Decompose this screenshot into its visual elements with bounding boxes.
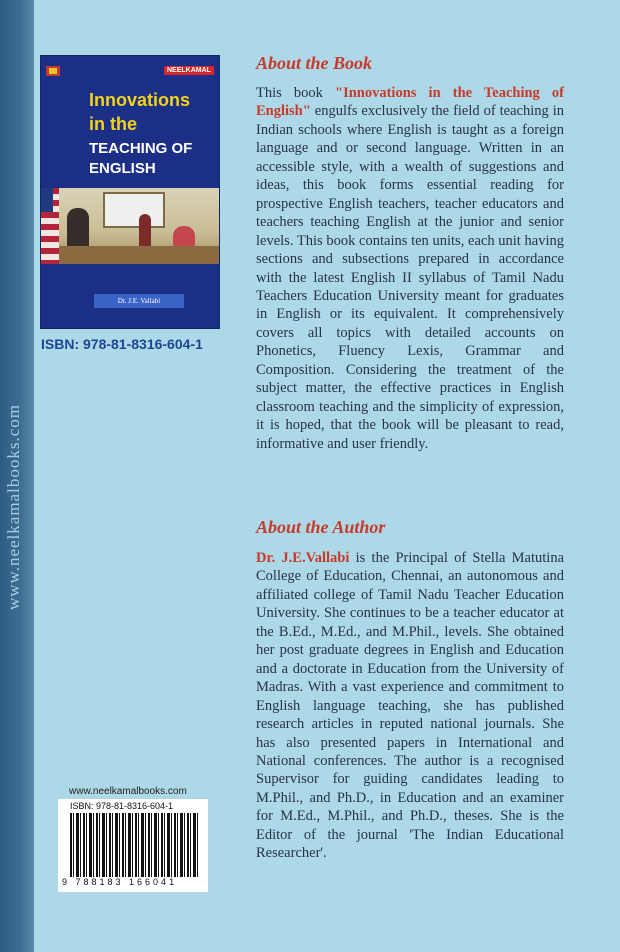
barcode-isbn: ISBN: 978-81-8316-604-1 — [70, 801, 174, 811]
about-book-heading: About the Book — [256, 53, 373, 73]
cover-title-line1: Innovations — [89, 90, 191, 110]
cover-title-line3: TEACHING OF — [89, 140, 193, 157]
flag-graphic — [41, 188, 59, 264]
classroom-photo — [41, 188, 219, 264]
about-author-heading: About the Author — [256, 517, 386, 537]
publisher-logo-icon — [46, 66, 60, 76]
cover-title-line4: ENGLISH — [89, 160, 156, 177]
barcode-bars-icon — [70, 813, 198, 877]
author-name: Dr. J.E.Vallabi — [256, 550, 350, 566]
spine-url: www.neelkamalbooks.com — [4, 404, 23, 610]
mini-cover-image — [41, 56, 219, 328]
barcode-digits: 9 788183 166041 — [62, 877, 178, 887]
cover-title-line2: in the — [89, 114, 137, 134]
spine — [0, 0, 34, 952]
book-title-highlight: "Innovations in the Teaching of English" — [256, 85, 565, 120]
cover-author: Dr. J.E. Vallabi — [94, 294, 184, 308]
website-url: www.neelkamalbooks.com — [69, 786, 187, 797]
cover-brand: NEELKAMAL — [164, 66, 214, 75]
barcode — [58, 799, 208, 892]
about-author-text: Dr. J.E.Vallabi is the Principal of Stella Matutina College of Education, Chennai, an autonomous and affiliated college of Tamil Nadu Teacher Education University. She continues to be a teacher educator at the B.Ed., M.Ed., and M.Phil., levels. She obtained her post graduate degrees in English and Education and a doctorate in Education from the University of Madras. With a vast experience and commitment to English language teaching, she has published research articles in reputed national journals. She has also presented papers in International and National conferences. The author is a recognised Supervisor for guiding candidates leading to M.Phil., and Ph.D., in Education and an examiner for M.Ed., M.Phil., and Ph.D., theses. She is the Editor of the journal 'The Indian Educational Researcher'. — [256, 550, 564, 862]
whiteboard-graphic — [103, 192, 165, 228]
isbn-label: ISBN: 978-81-8316-604-1 — [41, 336, 203, 352]
about-book-text: This book "Innovations in the Teaching of English" engulfs exclusively the field of teaching in Indian schools where English is taught as a foreign language and or second language. Written in an accessible style, with a wealth of suggestions and ideas, this book forms essential reading for prospective English teachers, teacher educators and teachers teaching English at the junior and senior levels. This book contains ten units, each unit having sections and subsections prepared in accordance with the latest English II syllabus of Tamil Nadu Teachers Education University meant for graduates in English or its equivalent. It comprehensively covers all topics with detailed accounts on Phonetics, Fluency Lexis, Grammar and Composition. Considering the treatment of the subject matter, the effective practices in English classroom teaching and the simplicity of expression, it is hoped, that the book will be pleasant to read, informative and user friendly. — [256, 85, 565, 452]
